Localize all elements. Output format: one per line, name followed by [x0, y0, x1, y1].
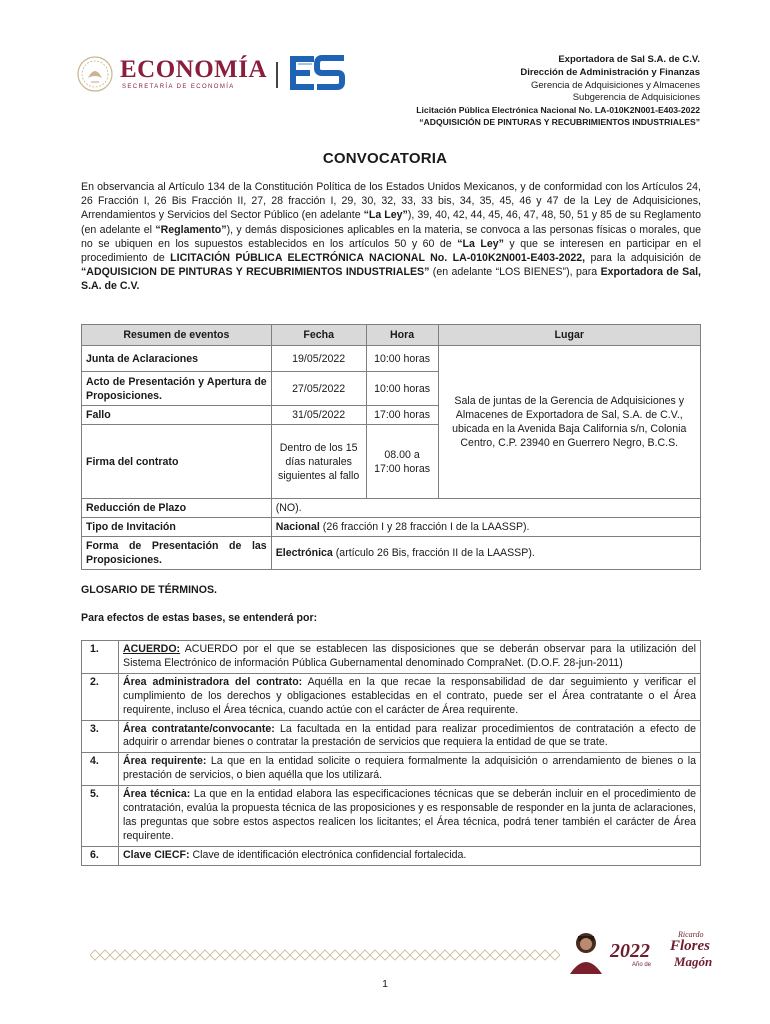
intro-text: En observancia al Artículo 134 de la Constitución Política de los Estados Unidos Mexicanos, y de conformidad con los Artículos 24, 26 Fracción I, 26 Bis Fracción II, 27, 28 fracción I, 29, 30, 32, 33, 33 bis, 34, 35, 45, 46 y 47 de la Ley de Adquisiciones, Arrendamientos y Servicios del Sector Público (en adelante: [81, 181, 701, 222]
intro-text: para la adquisición de: [585, 252, 701, 265]
header-submanagement: Subgerencia de Adquisiciones: [572, 92, 700, 104]
header-block: [520, 54, 700, 105]
header-tender-name: “ADQUISICIÓN DE PINTURAS Y RECUBRIMIENTOS INDUSTRIALES”: [419, 117, 700, 127]
glossary-term: Área técnica:: [123, 788, 191, 801]
economia-subtitle: SECRETARÍA DE ECONOMÍA: [122, 84, 235, 90]
economia-wordmark: ECONOMÍA: [120, 56, 268, 83]
table-row: [82, 537, 701, 570]
glossary-entry: [119, 673, 701, 720]
glossary-number: 5.: [82, 786, 119, 847]
glossary-entry: [119, 641, 701, 674]
glossary-entry: [119, 846, 701, 865]
extra-value-text: (26 fracción I y 28 fracción I de la LAASSP).: [319, 521, 530, 533]
table-row: [82, 346, 701, 372]
intro-text: y que se interesen en participar en el procedimiento de: [81, 237, 702, 265]
extra-label: Tipo de Invitación: [82, 518, 272, 537]
glossary-number: 4.: [82, 753, 119, 786]
event-name: Acto de Presentación y Apertura de Proposiciones.: [82, 372, 272, 406]
intro-bold: “ADQUISICION DE PINTURAS Y RECUBRIMIENTOS INDUSTRIALES”: [81, 266, 430, 279]
col-header-evento: Resumen de eventos: [82, 325, 272, 346]
event-name: Junta de Aclaraciones: [82, 346, 272, 372]
event-name: Fallo: [82, 406, 272, 425]
glossary-term: ACUERDO:: [123, 643, 181, 655]
events-header-row: [82, 325, 701, 346]
table-row: [82, 641, 701, 674]
glossary-term: Área administradora del contrato:: [123, 675, 303, 688]
extra-value-bold: Nacional: [275, 521, 320, 533]
extra-label: Forma de Presentación de las Proposiciones.: [82, 537, 272, 570]
intro-text: (en adelante “LOS BIENES”), para: [429, 266, 601, 279]
glossary-entry: [119, 753, 701, 786]
glossary-title: GLOSARIO DE TÉRMINOS.: [81, 584, 217, 596]
table-row: [82, 673, 701, 720]
extra-value: [271, 537, 700, 570]
header-company: Exportadora de Sal S.A. de C.V.: [558, 54, 700, 65]
extra-value-bold: Electrónica: [275, 547, 333, 559]
event-date: 27/05/2022: [271, 372, 366, 406]
event-time: 08.00 a 17:00 horas: [366, 425, 438, 499]
glossary-definition: Aquélla en la que recae la responsabilidad de dar seguimiento y verificar el cumplimiento de los derechos y obligaciones establecidas en el contrato, puede ser el Área contratante o el Área requirente, incluso el Área técnica, cuando actúe con el carácter de Área requirente.: [123, 675, 696, 716]
event-date: Dentro de los 15 días naturales siguientes al fallo: [271, 425, 366, 499]
header-tender-number: Licitación Pública Electrónica Nacional No. LA-010K2N001-E403-2022: [416, 105, 700, 115]
intro-paragraph: [81, 180, 701, 294]
event-date: 19/05/2022: [271, 346, 366, 372]
extra-value-text: (artículo 26 Bis, fracción II de la LAASSP).: [332, 547, 535, 559]
event-time: 10:00 horas: [366, 372, 438, 406]
economia-logo: [76, 54, 266, 98]
event-name: Firma del contrato: [82, 425, 272, 499]
footer-name-flores: Flores: [670, 938, 711, 954]
event-date: 31/05/2022: [271, 406, 366, 425]
header-management: Gerencia de Adquisiciones y Almacenes: [531, 79, 700, 91]
glossary-entry: [119, 786, 701, 847]
intro-bold: Exportadora de Sal, S.A. de C.V.: [81, 266, 701, 293]
event-time: 10:00 horas: [366, 346, 438, 372]
glossary-definition: Clave de identificación electrónica confidencial fortalecida.: [189, 848, 467, 861]
event-location: Sala de juntas de la Gerencia de Adquisiciones y Almacenes de Exportadora de Sal, S.A. de C.V., ubicada en la Avenida Baja California s/n, Colonia Centro, C.P. 23940 en Guerrero Negro, B.C.S.: [438, 346, 701, 499]
table-row: [82, 518, 701, 537]
eagle-seal-icon: [76, 54, 114, 94]
table-row: [82, 753, 701, 786]
table-row: [82, 499, 701, 518]
table-row: [82, 786, 701, 847]
event-time: 17:00 horas: [366, 406, 438, 425]
col-header-hora: Hora: [366, 325, 438, 346]
glossary-entry: [119, 720, 701, 753]
intro-bold: “La Ley”: [457, 237, 504, 250]
events-table: [81, 324, 701, 570]
col-header-fecha: Fecha: [271, 325, 366, 346]
exportadora-de-sal-logo-icon: [290, 52, 346, 94]
glossary-definition: ACUERDO por el que se establecen las disposiciones que se deberán observar para la utilización del Sistema Electrónico de información Pública Gubernamental denominado CompraNet. (D.O.F. 28-jun-2011): [123, 643, 696, 669]
intro-bold: LICITACIÓN PÚBLICA ELECTRÓNICA NACIONAL No. LA-010K2N001-E403-2022,: [170, 252, 586, 265]
extra-value: [271, 499, 700, 518]
intro-bold: “La Ley”: [363, 209, 408, 222]
footer-name-magon: Magón: [674, 954, 713, 969]
intro-text: ), 39, 40, 42, 44, 45, 46, 47, 48, 50, 51 y 85 de su Reglamento (en adelante el: [81, 209, 702, 236]
glossary-number: 2.: [82, 673, 119, 720]
glossary-number: 1.: [82, 641, 119, 674]
extra-value-text: (NO).: [275, 502, 302, 514]
footer-year-sub: Año de: [632, 962, 652, 968]
header-tender-block: [416, 104, 700, 128]
glossary-table: [81, 640, 701, 866]
glossary-definition: La que en la entidad elabora las especificaciones técnicas que se deberán incluir en el procedimiento de contratación, evalúa la propuesta técnica de las proposiciones y es responsable de responder en la junta de aclaraciones, las preguntas que sobre estos aspectos realicen los licitantes; el Área técnica, podrá tener también el carácter de Área requirente.: [123, 788, 696, 842]
table-row: [82, 846, 701, 865]
glossary-definition: La facultada en la entidad para realizar procedimientos de contratación a efecto de adquirir o arrendar bienes o contratar la prestación de servicios que requiera la entidad de que se trate.: [123, 722, 696, 749]
portrait-icon: [566, 928, 606, 974]
intro-bold: “Reglamento”: [155, 223, 227, 236]
col-header-lugar: Lugar: [438, 325, 701, 346]
page-number: 1: [382, 978, 388, 990]
glossary-term: Clave CIECF:: [123, 848, 190, 861]
glossary-term: Área contratante/convocante:: [123, 722, 275, 735]
glossary-number: 6.: [82, 846, 119, 865]
glossary-definition: La que en la entidad solicite o requiera formalmente la adquisición o arrendamiento de bienes o la prestación de servicios, o bien aquélla que los utilizará.: [123, 755, 696, 782]
year-2022-logo: [566, 928, 726, 976]
glossary-term: Área requirente:: [123, 755, 207, 768]
glossary-subtitle: Para efectos de estas bases, se entenderá por:: [81, 612, 318, 624]
header-direction: Dirección de Administración y Finanzas: [520, 66, 700, 78]
page-title: CONVOCATORIA: [322, 150, 448, 167]
footer-name-first: Ricardo: [678, 930, 704, 939]
glossary-number: 3.: [82, 720, 119, 753]
logo-divider: [276, 62, 278, 88]
decorative-pattern-icon: [90, 948, 560, 962]
table-row: [82, 720, 701, 753]
footer-year: 2022: [610, 940, 650, 962]
extra-value: [271, 518, 700, 537]
intro-text: ), y demás disposiciones aplicables en la materia, se convoca a las personas físicas o morales, que no se ubiquen en los supuestos establecidos en los artículos 50 y 60 de: [81, 223, 701, 250]
extra-label: Reducción de Plazo: [82, 499, 272, 518]
